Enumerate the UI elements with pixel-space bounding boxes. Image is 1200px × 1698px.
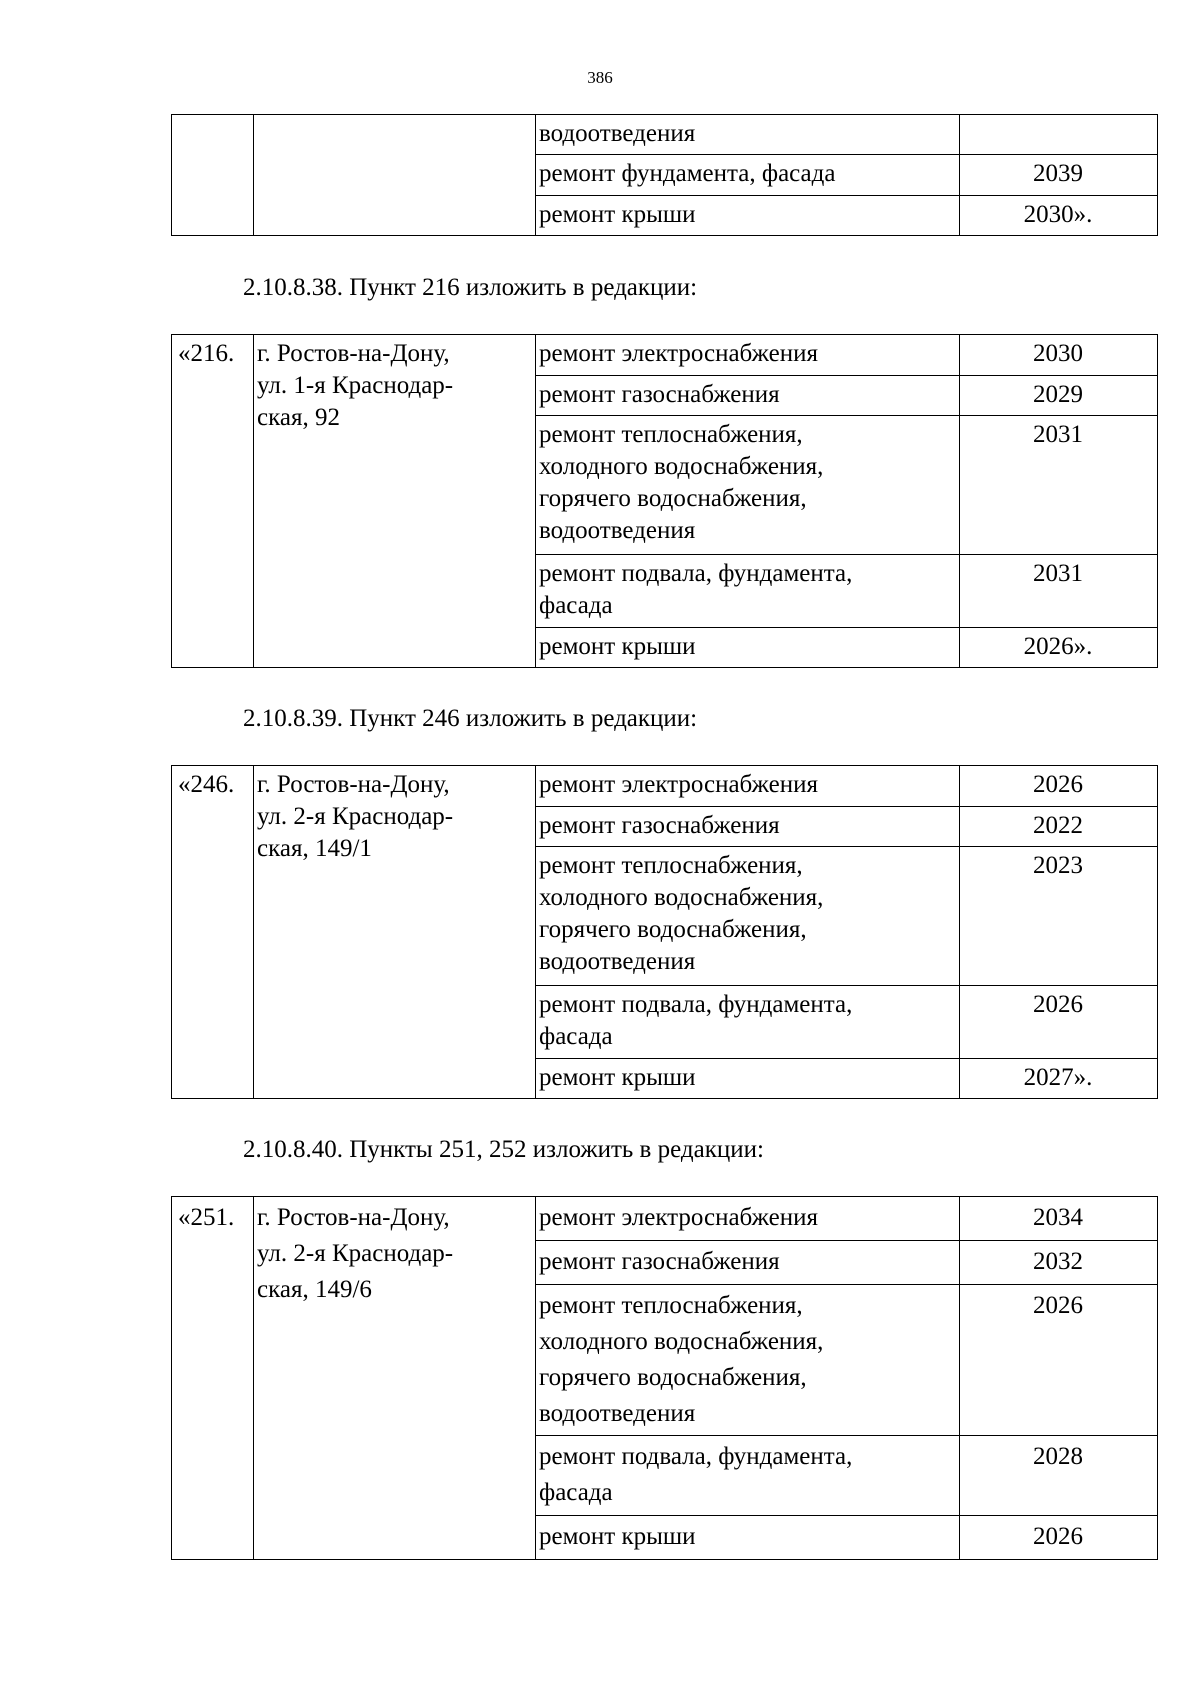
year-cell: 2026: [960, 1516, 1158, 1560]
item-number-cell: «216.: [172, 335, 254, 668]
year-cell: 2028: [960, 1436, 1158, 1516]
year-cell: 2026: [960, 1285, 1158, 1436]
work-cell: ремонт электроснабжения: [536, 1197, 960, 1241]
work-cell: ремонт подвала, фундамента, фасада: [536, 1436, 960, 1516]
year-cell: 2030».: [960, 196, 1158, 236]
section-heading-246: 2.10.8.39. Пункт 246 изложить в редакции:: [243, 705, 698, 732]
table-row: [172, 335, 1158, 376]
work-cell: ремонт крыши: [536, 1516, 960, 1560]
work-cell: ремонт газоснабжения: [536, 807, 960, 847]
work-cell: ремонт крыши: [536, 1059, 960, 1099]
work-cell: водоотведения: [536, 115, 960, 155]
year-cell: 2031: [960, 416, 1158, 555]
year-cell: [960, 115, 1158, 155]
work-cell: ремонт фундамента, фасада: [536, 155, 960, 196]
work-cell: ремонт крыши: [536, 196, 960, 236]
work-cell: ремонт газоснабжения: [536, 376, 960, 416]
work-cell: ремонт подвала, фундамента, фасада: [536, 555, 960, 628]
year-cell: 2022: [960, 807, 1158, 847]
item-number-cell: «246.: [172, 766, 254, 1099]
work-cell: ремонт крыши: [536, 628, 960, 668]
year-cell: 2031: [960, 555, 1158, 628]
table-251: [171, 1196, 1158, 1560]
continuation-table: [171, 114, 1158, 236]
table-row: [172, 1197, 1158, 1241]
work-cell: ремонт газоснабжения: [536, 1241, 960, 1285]
table-216: [171, 334, 1158, 668]
year-cell: 2029: [960, 376, 1158, 416]
work-cell: ремонт теплоснабжения, холодного водоснабжения, горячего водоснабжения, водоотведения: [536, 1285, 960, 1436]
year-cell: 2034: [960, 1197, 1158, 1241]
work-cell: ремонт теплоснабжения, холодного водоснабжения, горячего водоснабжения, водоотведения: [536, 416, 960, 555]
year-cell: 2026: [960, 766, 1158, 807]
section-heading-216: 2.10.8.38. Пункт 216 изложить в редакции:: [243, 274, 698, 301]
year-cell: 2027».: [960, 1059, 1158, 1099]
year-cell: 2039: [960, 155, 1158, 196]
year-cell: 2026: [960, 986, 1158, 1059]
work-cell: ремонт подвала, фундамента, фасада: [536, 986, 960, 1059]
table-row: [172, 115, 1158, 155]
address-cell: г. Ростов-на-Дону, ул. 2-я Краснодар- ская, 149/1: [254, 766, 536, 1099]
work-cell: ремонт электроснабжения: [536, 766, 960, 807]
year-cell: 2026».: [960, 628, 1158, 668]
year-cell: 2023: [960, 847, 1158, 986]
address-cell: г. Ростов-на-Дону, ул. 2-я Краснодар- ская, 149/6: [254, 1197, 536, 1560]
address-cell: г. Ростов-на-Дону, ул. 1-я Краснодар- ская, 92: [254, 335, 536, 668]
table-246: [171, 765, 1158, 1099]
year-cell: 2032: [960, 1241, 1158, 1285]
table-row: [172, 766, 1158, 807]
year-cell: 2030: [960, 335, 1158, 376]
work-cell: ремонт электроснабжения: [536, 335, 960, 376]
work-cell: ремонт теплоснабжения, холодного водоснабжения, горячего водоснабжения, водоотведения: [536, 847, 960, 986]
address-cell: [254, 115, 536, 236]
item-number-cell: «251.: [172, 1197, 254, 1560]
item-number-cell: [172, 115, 254, 236]
section-heading-251: 2.10.8.40. Пункты 251, 252 изложить в редакции:: [243, 1136, 764, 1163]
page-number: 386: [587, 68, 613, 87]
